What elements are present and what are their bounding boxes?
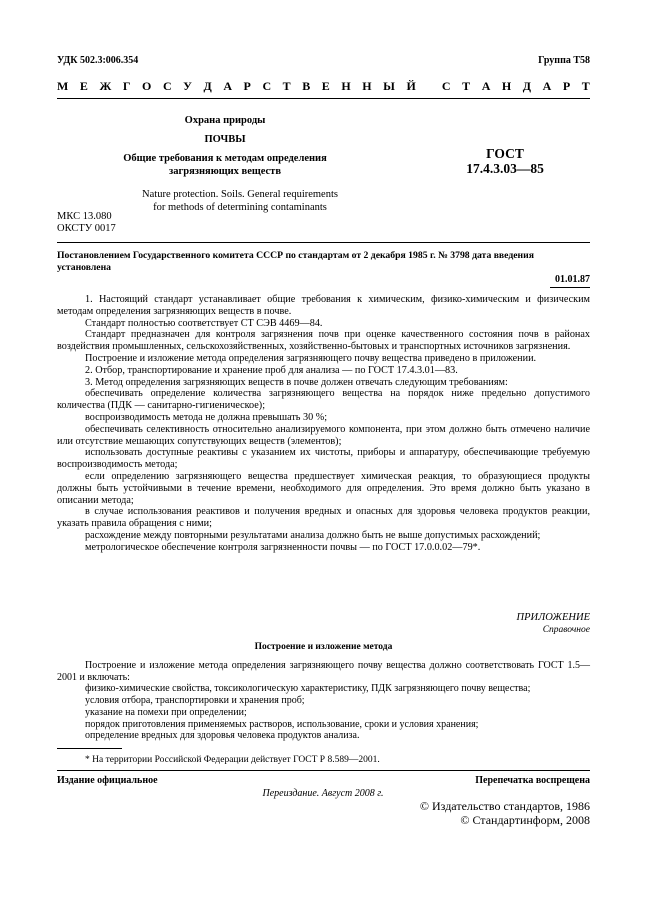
title-line-3: Общие требования к методам определения — [123, 153, 327, 164]
body-paragraph: 3. Метод определения загрязняющих веществ в почве должен отвечать следующим требованиям: — [85, 376, 508, 388]
interstate-standard-banner — [57, 79, 590, 94]
banner-letter: А — [542, 79, 552, 93]
banner-spacer — [427, 79, 430, 94]
official-edition: Издание официальное — [57, 775, 158, 786]
reissue-note: Переиздание. Август 2008 г. — [262, 788, 384, 799]
okstu-code: ОКСТУ 0017 — [57, 223, 116, 234]
banner-letter: В — [302, 79, 311, 93]
appendix-paragraph: порядок приготовления применяемых растворов, использование, сроки и условия хранения; — [85, 718, 479, 730]
body-paragraph: Стандарт полностью соответствует СТ СЭВ 4469—84. — [85, 317, 323, 329]
gost-code — [440, 146, 570, 176]
reprint-prohibited: Перепечатка воспрещена — [475, 775, 590, 786]
appendix-paragraph: Построение и изложение метода определения загрязняющего почву вещества должно соответствовать ГОСТ 1.5—2001 и включать: — [57, 660, 590, 683]
body-paragraph: Стандарт предназначен для контроля загрязнения почв при оценке качественного состояния почв в районах воздействия промышленных, сельскохозяйственных, хозяйственно-бытовых и транспортных источников загрязнения. — [57, 329, 590, 353]
effective-date: 01.01.87 — [555, 274, 590, 285]
banner-letter: Р — [243, 79, 251, 93]
appendix-title: Построение и изложение метода — [254, 642, 393, 652]
banner-letter: Д — [522, 79, 532, 93]
banner-letter: Й — [406, 79, 416, 93]
gost-number: 17.4.3.03—85 — [466, 161, 544, 176]
appendix-paragraph: условия отбора, транспортировки и хранения проб; — [85, 695, 305, 707]
publisher-line-2: © Стандартинформ, 2008 — [460, 813, 590, 827]
banner-letter: Е — [79, 79, 88, 93]
body-paragraph: если определению загрязняющего вещества предшествует химическая реакция, то образующиеся продукты должны быть устойчивыми в течение времени, необходимого для определения. Это время должно быть указано в описании метода; — [57, 470, 590, 506]
body-paragraph: Построение и изложение метода определения загрязняющего почву вещества приведено в приложении. — [85, 352, 537, 364]
banner-letter: М — [57, 79, 69, 93]
banner-letter: Т — [462, 79, 471, 93]
banner-letter: Н — [501, 79, 512, 93]
classification-codes — [57, 211, 116, 235]
english-title-line-2: for methods of determining contaminants — [153, 202, 327, 213]
body-paragraph: 2. Отбор, транспортирование и хранение проб для анализа — по ГОСТ 17.4.3.01—83. — [85, 364, 458, 376]
banner-letter: Ж — [99, 79, 112, 93]
title-block — [100, 114, 350, 178]
appendix-body — [57, 660, 590, 742]
banner-letter: Н — [341, 79, 351, 93]
appendix-kind: Справочное — [542, 625, 590, 635]
appendix-paragraph: физико-химические свойства, токсикологическую характеристику, ПДК загрязняющего почву вещества; — [85, 683, 531, 695]
banner-letter: У — [183, 79, 192, 93]
banner-letter: Р — [562, 79, 571, 93]
body-paragraph: метрологическое обеспечение контроля загрязненности почвы — по ГОСТ 17.0.0.02—79*. — [85, 541, 481, 553]
banner-letter: О — [142, 79, 152, 93]
appendix-paragraph: указание на помехи при определении; — [85, 706, 247, 718]
publisher-block — [420, 799, 590, 827]
publisher-line-1: © Издательство стандартов, 1986 — [419, 799, 590, 813]
footer-rule — [57, 770, 590, 771]
english-title — [110, 188, 370, 214]
title-rule — [57, 242, 590, 243]
footnote-rule — [57, 748, 122, 749]
banner-letter: Е — [321, 79, 330, 93]
body-paragraph: воспроизводимость метода не должна превышать 30 %; — [85, 411, 328, 423]
body-paragraph: обеспечивать определение количества загрязняющего вещества на порядок ниже предельно допустимого количества (ПДК — санитарно-гигиеническое); — [57, 388, 590, 412]
title-line-4: загрязняющих веществ — [169, 166, 281, 177]
body-paragraph: использовать доступные реактивы с указанием их чистоты, приборы и аппаратуру, обеспечивающие требуемую воспроизводимость метода; — [57, 447, 590, 471]
body-paragraph: 1. Настоящий стандарт устанавливает общие требования к химическим, физико-химическим и физическим методам определения загрязняющих веществ в почве. — [57, 294, 590, 317]
udk-code: УДК 502.3:006.354 — [57, 55, 139, 66]
banner-letter: С — [441, 79, 451, 93]
banner-letter: С — [262, 79, 272, 93]
title-line-2: ПОЧВЫ — [204, 134, 246, 145]
body-paragraph: в случае использования реактивов и получения вредных и опасных для здоровья человека продуктов реакции, указать правила обращения с ними; — [57, 506, 590, 530]
banner-letter: Д — [203, 79, 212, 93]
gost-label: ГОСТ — [486, 146, 524, 161]
appendix-label-block — [517, 612, 591, 636]
date-underline — [550, 287, 590, 288]
english-title-line-1: Nature protection. Soils. General requirements — [142, 189, 338, 200]
group-code: Группа Т58 — [538, 55, 590, 66]
banner-letter: Ы — [383, 79, 395, 93]
body-paragraph: расхождение между повторными результатами анализа должно быть не выше допустимых расхождений; — [85, 529, 541, 541]
appendix-paragraph: определение вредных для здоровья человека продуктов анализа. — [85, 730, 360, 742]
standard-body — [57, 294, 590, 554]
body-paragraph: обеспечивать селективность относительно анализируемого компонента, при этом должно быть отмечено наличие или отсутствие мешающих сопутствующих веществ (элементов); — [57, 423, 590, 447]
banner-letter: Г — [122, 79, 131, 93]
banner-letter: А — [481, 79, 491, 93]
banner-letter: С — [162, 79, 172, 93]
decree-text: Постановлением Государственного комитета СССР по стандартам от 2 декабря 1985 г. № 3798 дата введения установлена — [57, 250, 534, 273]
title-line-1: Охрана природы — [184, 115, 266, 126]
banner-letter: Т — [282, 79, 291, 93]
mks-code: МКС 13.080 — [57, 211, 112, 222]
appendix-label: ПРИЛОЖЕНИЕ — [516, 612, 590, 623]
footnote: * На территории Российской Федерации действует ГОСТ Р 8.589—2001. — [85, 755, 380, 765]
banner-letter: Н — [362, 79, 372, 93]
banner-letter: А — [223, 79, 232, 93]
banner-letter: Т — [581, 79, 590, 93]
header-rule — [57, 98, 590, 99]
